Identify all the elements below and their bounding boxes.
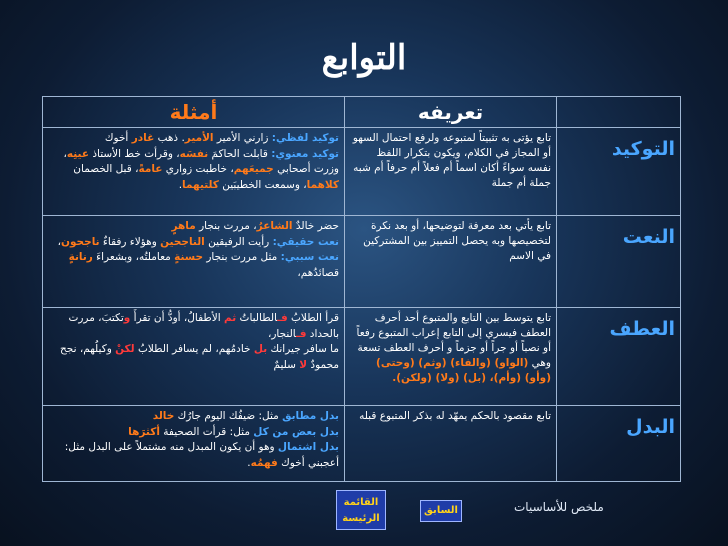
main-menu-button[interactable] (336, 490, 386, 530)
example-line: بدل مطابق مثل: ضيفُك اليوم جارُك خالد (152, 410, 339, 422)
examples-atf (43, 308, 345, 406)
examples-badal (43, 406, 345, 482)
definition-atf: تابع يتوسط بين التابع والمتبوع أحد أحرف العطف فيسري إلى التابع إعراب المتبوع رفعاً أو نصباً أو جراً أو جزماً و أحرف العطف تسعة وهي (الواو) (والفاء) (وثم) (وحتى) (وأو) (وأم)، (بل) (ولا) (ولكن). (345, 308, 557, 406)
header-definition: تعريفه (345, 97, 557, 128)
example-line: توكيد معنوي: قابلت الحاكمَ نفسَه، وقرأت خط الأستاذ عينِه، وزرت أصحابي جميعَهم، خاطبت زواري عامةً، قبل الخصمان كلاهما، وسمعت الخطيبَين كلتيهما. (63, 147, 339, 191)
definition-badal: تابع مقصود بالحكم يمهّد له بذكر المتبوع قبله (345, 406, 557, 482)
tawabi-table (42, 96, 681, 482)
definition-naat: تابع يأتي بعد معرفة لتوضيحها، أو بعد نكرة لتخصيصها وبه يحصل التمييز بين المشتركين في الاسم (345, 216, 557, 308)
header-row (43, 97, 681, 128)
example-line: نعت حقيقي: رأيت الرفيقين الناجحين وهؤلاء رفقاءٌ ناجحون، (57, 235, 339, 248)
examples-naat (43, 216, 345, 308)
slide-title: التوابع (321, 38, 407, 78)
example-line: توكيد لفظي: زارني الأمير الأمير. ذهب غادر أخوك (104, 132, 339, 144)
table-row (43, 406, 681, 482)
example-line: ما سافر جيرانك بل خادمُهم، لم يسافر الطلابُ لكنْ وكيلُهم، نجح محمودٌ لا سليمٌ (60, 343, 339, 371)
main-menu-line2: الرئيسة (342, 513, 380, 524)
example-line: نعت سببي: مثل مررت بنجار حسنةٍ معاملتُه، وبشعراءَ رنانةٍ قصائدُهم، (68, 251, 339, 279)
row-name-badal: البدل (557, 406, 681, 482)
summary-label: ملخص للأساسيات (514, 500, 604, 514)
example-line: قرأ الطلابُ فـالطالباتُ ثم الأطفالُ، أودُّ أن تقرأَ وتكتبَ، مررت بالحداد فـالنجار، (68, 312, 339, 340)
example-line: حضر خالدٌ الشاعرُ، مررت بنجار ماهرٍ (171, 220, 339, 232)
header-examples: أمثلة (43, 97, 345, 128)
previous-button[interactable]: السابق (420, 500, 462, 522)
row-name-naat: النعت (557, 216, 681, 308)
examples-tawkid (43, 128, 345, 216)
example-line: بدل اشتمال وهو أن يكون المبدل منه مشتملاً على البدل مثل: أعجبني أخوك فهمُه. (64, 441, 339, 469)
row-name-tawkid: التوكيد (557, 128, 681, 216)
table-row (43, 128, 681, 216)
definition-tawkid: تابع يؤتى به تثبيتاً لمتبوعه ولرفع احتمال السهو أو المجاز في الكلام، ويكون بتكرار اللفظ نفسه سواءً أكان اسماً أم فعلاً أم حرفاً أم شبه جملة أم جملة (345, 128, 557, 216)
main-menu-line1: القائمة (343, 497, 379, 508)
table-row (43, 216, 681, 308)
row-name-atf: العطف (557, 308, 681, 406)
header-empty-cell (557, 97, 681, 128)
example-line: بدل بعض من كل مثل: قرأت الصحيفة أكثرَها (128, 425, 339, 438)
table-row (43, 308, 681, 406)
